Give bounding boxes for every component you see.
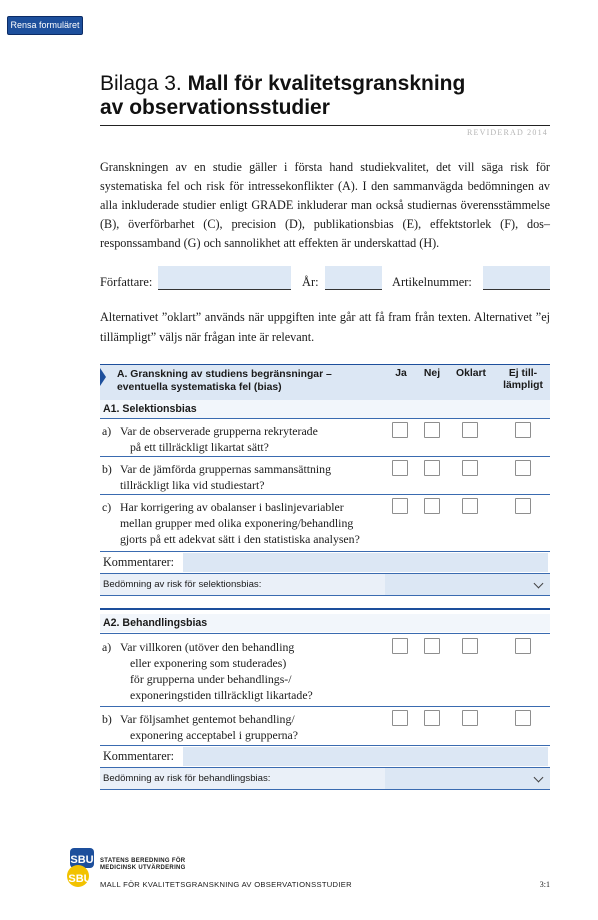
a2-assessment-label: Bedömning av risk för behandlingsbias: xyxy=(103,773,271,784)
a1-question-b-letter: b) xyxy=(102,462,112,476)
row-divider xyxy=(100,633,550,634)
a2-comments-field[interactable] xyxy=(183,747,548,766)
row-divider xyxy=(100,745,550,746)
revised-label: REVIDERAD 2014 xyxy=(466,128,548,137)
question-line: Har korrigering av obalanser i baslinjevariabler xyxy=(120,500,344,514)
page-title xyxy=(100,72,540,120)
question-line: Var villkoren (utöver den behandling xyxy=(120,640,295,654)
reset-form-button[interactable]: Rensa formuläret xyxy=(7,16,83,35)
column-yes: Ja xyxy=(395,368,407,379)
a2b-yes-checkbox[interactable] xyxy=(392,710,408,726)
a1a-yes-checkbox[interactable] xyxy=(392,422,408,438)
a1a-no-checkbox[interactable] xyxy=(424,422,440,438)
instructions-note: Alternativet ”oklart” används när uppgiften inte går att få fram från texten. Alternativet ”ej tillämpligt” väljs när frågan inte är relevant. xyxy=(100,310,550,344)
question-line: Var följsamhet gentemot behandling/ xyxy=(120,712,295,726)
intro-paragraph: Granskningen av en studie gäller i första hand studiekvalitet, det vill säga risk för systematiska fel och risk för intressekonflikter (A). I den sammanvägda bedömningen av alla inkluderade studier enligt GRADE inkluderar man också studiernas överensstämmelse (B), överförbarhet (C), precision (D), publikationsbias (E), effektstorlek (F), dos–responssamband (G) och sannolikhet att effekten är underskattad (H). xyxy=(100,160,550,250)
question-line: för grupperna under behandlings-/ xyxy=(130,672,292,686)
a2-question-a-letter: a) xyxy=(102,640,112,654)
row-divider xyxy=(100,494,550,495)
footer-doc-title: MALL FÖR KVALITETSGRANSKNING AV OBSERVATIONSSTUDIER xyxy=(100,880,352,889)
section-divider xyxy=(100,608,550,610)
section-marker-icon xyxy=(100,368,106,386)
a1-question-b xyxy=(120,461,390,493)
title-divider xyxy=(100,125,550,126)
a1-question-a-letter: a) xyxy=(102,424,112,438)
article-number-field[interactable] xyxy=(483,266,550,290)
row-divider xyxy=(100,789,550,790)
year-label: År: xyxy=(302,275,319,289)
question-line: Var de jämförda gruppernas sammansättning xyxy=(120,462,331,476)
question-line: eller exponering som studerades) xyxy=(130,656,287,670)
year-field[interactable] xyxy=(325,266,382,290)
column-not-applicable xyxy=(500,368,546,392)
a1c-na-checkbox[interactable] xyxy=(515,498,531,514)
a2-comments-label: Kommentarer: xyxy=(103,749,175,763)
a1b-na-checkbox[interactable] xyxy=(515,460,531,476)
a1-assessment-dropdown[interactable] xyxy=(385,574,550,595)
question-line: mellan grupper med olika exponering/behandling xyxy=(120,516,354,530)
a2b-na-checkbox[interactable] xyxy=(515,710,531,726)
a1b-no-checkbox[interactable] xyxy=(424,460,440,476)
question-line: Var de observerade grupperna rekryterade xyxy=(120,424,318,438)
row-divider xyxy=(100,418,550,419)
row-divider xyxy=(100,595,550,596)
a2-question-b-letter: b) xyxy=(102,712,112,726)
a1b-yes-checkbox[interactable] xyxy=(392,460,408,476)
logo-text-bottom: SBU xyxy=(68,873,92,885)
title-prefix: Bilaga 3. xyxy=(100,72,182,95)
a1a-na-checkbox[interactable] xyxy=(515,422,531,438)
logo-text-top: SBU xyxy=(70,854,94,866)
a1-question-c xyxy=(120,499,390,547)
a2a-na-checkbox[interactable] xyxy=(515,638,531,654)
column-unclear: Oklart xyxy=(455,368,487,379)
org-line1: STATENS BEREDNING FÖR xyxy=(100,858,186,864)
a1-comments-label: Kommentarer: xyxy=(103,555,175,569)
column-no: Nej xyxy=(423,368,441,379)
a2-assessment-dropdown[interactable] xyxy=(385,768,550,789)
title-bold-line2: av observationsstudier xyxy=(100,96,330,119)
column-na-line1: Ej till- xyxy=(508,368,538,379)
author-label: Författare: xyxy=(100,275,153,289)
a1-heading: A1. Selektionsbias xyxy=(100,400,550,418)
column-na-line2: lämpligt xyxy=(503,380,543,391)
question-line: exponeringstiden tillräckligt likartade? xyxy=(130,688,313,702)
a2a-no-checkbox[interactable] xyxy=(424,638,440,654)
a1c-unclear-checkbox[interactable] xyxy=(462,498,478,514)
question-line: tillräckligt lika vid studiestart? xyxy=(120,478,265,492)
a1a-unclear-checkbox[interactable] xyxy=(462,422,478,438)
article-number-label: Artikelnummer: xyxy=(392,275,472,289)
org-line2: MEDICINSK UTVÄRDERING xyxy=(100,865,186,871)
a2-question-a xyxy=(120,639,390,703)
sbu-logo xyxy=(64,848,96,888)
section-a-title xyxy=(117,368,377,394)
a1c-no-checkbox[interactable] xyxy=(424,498,440,514)
a2b-no-checkbox[interactable] xyxy=(424,710,440,726)
a1-comments-field[interactable] xyxy=(183,553,548,572)
a1-question-a xyxy=(120,423,390,455)
row-divider xyxy=(100,456,550,457)
section-a-title-line1: A. Granskning av studiens begränsningar – xyxy=(117,369,332,380)
footer-organization xyxy=(100,858,186,872)
a2a-yes-checkbox[interactable] xyxy=(392,638,408,654)
row-divider xyxy=(100,706,550,707)
a2-question-b xyxy=(120,711,390,743)
question-line: gjorts på ett adekvat sätt i den statistiska analysen? xyxy=(120,532,360,546)
a2b-unclear-checkbox[interactable] xyxy=(462,710,478,726)
page-number: 3:1 xyxy=(539,880,550,889)
a2-heading: A2. Behandlingsbias xyxy=(100,614,550,632)
author-field[interactable] xyxy=(158,266,291,290)
section-a-title-line2: eventuella systematiska fel (bias) xyxy=(117,382,282,393)
row-divider xyxy=(100,551,550,552)
question-line: på ett tillräckligt likartat sätt? xyxy=(130,440,269,454)
a1-assessment-label: Bedömning av risk för selektionsbias: xyxy=(103,579,262,590)
question-line: exponering acceptabel i grupperna? xyxy=(130,728,299,742)
a1c-yes-checkbox[interactable] xyxy=(392,498,408,514)
a1b-unclear-checkbox[interactable] xyxy=(462,460,478,476)
title-bold-line1: Mall för kvalitetsgranskning xyxy=(187,72,466,95)
a2a-unclear-checkbox[interactable] xyxy=(462,638,478,654)
a1-question-c-letter: c) xyxy=(102,500,112,514)
